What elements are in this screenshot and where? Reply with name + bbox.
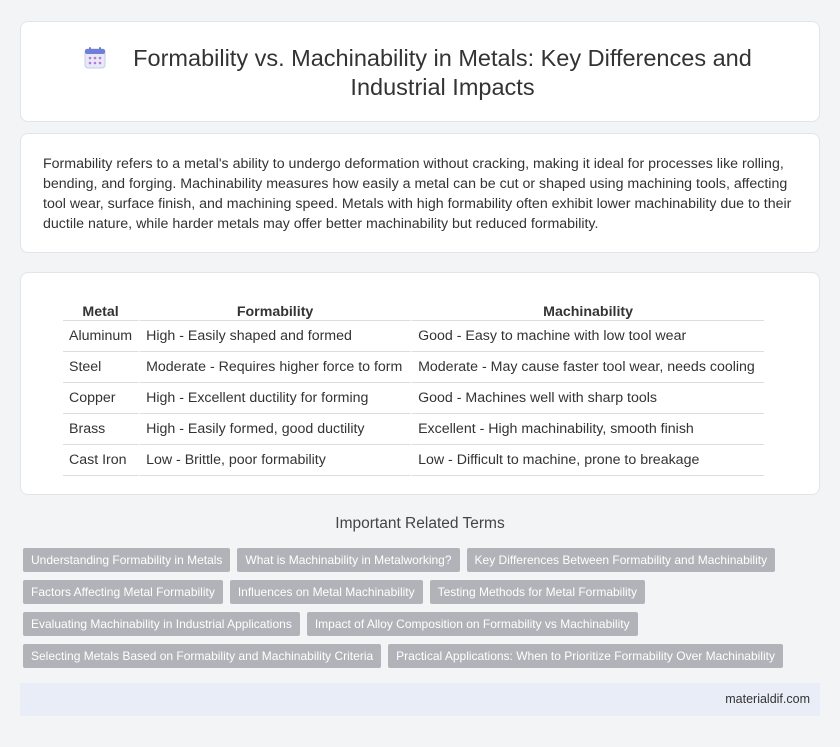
related-term-link[interactable]: Key Differences Between Formability and Machinability: [467, 548, 776, 572]
related-term-link[interactable]: Testing Methods for Metal Formability: [430, 580, 645, 604]
table-row: [63, 414, 764, 445]
related-terms-list: [23, 548, 783, 676]
table-cell: Moderate - Requires higher force to form: [140, 352, 412, 383]
footer: [20, 683, 820, 716]
related-term-link[interactable]: What is Machinability in Metalworking?: [237, 548, 459, 572]
table-cell: Aluminum: [63, 321, 140, 352]
related-terms-heading: Important Related Terms: [335, 515, 505, 532]
table-row: [63, 445, 764, 476]
page-title: Formability vs. Machinability in Metals: Key Differences and Industrial Impacts: [133, 45, 752, 100]
comparison-table: [63, 298, 764, 476]
table-header-row: [63, 298, 764, 321]
table-cell: Cast Iron: [63, 445, 140, 476]
site-name[interactable]: materialdif.com: [725, 692, 810, 706]
related-term-link[interactable]: Factors Affecting Metal Formability: [23, 580, 223, 604]
table-card: [20, 272, 820, 495]
column-header: Machinability: [412, 298, 764, 321]
table-cell: Low - Difficult to machine, prone to breakage: [412, 445, 764, 476]
table-row: [63, 321, 764, 352]
related-term-link[interactable]: Impact of Alloy Composition on Formability vs Machinability: [307, 612, 638, 636]
table-cell: Steel: [63, 352, 140, 383]
intro-paragraph: Formability refers to a metal's ability to undergo deformation without cracking, making it ideal for processes like rolling, bending, and forging. Machinability measures how easily a metal can be cut or shaped using machining tools, affecting tool wear, surface finish, and machining speed. Metals with high formability often exhibit lower machinability due to their ductile nature, while harder metals may offer better machinability but reduced formability.: [43, 156, 792, 232]
table-cell: Moderate - May cause faster tool wear, needs cooling: [412, 352, 764, 383]
table-row: [63, 383, 764, 414]
related-term-link[interactable]: Practical Applications: When to Prioritize Formability Over Machinability: [388, 644, 783, 668]
related-term-link[interactable]: Understanding Formability in Metals: [23, 548, 230, 572]
related-term-link[interactable]: Selecting Metals Based on Formability and Machinability Criteria: [23, 644, 381, 668]
column-header: Formability: [140, 298, 412, 321]
table-cell: High - Easily shaped and formed: [140, 321, 412, 352]
column-header: Metal: [63, 298, 140, 321]
related-term-link[interactable]: Influences on Metal Machinability: [230, 580, 423, 604]
table-cell: High - Easily formed, good ductility: [140, 414, 412, 445]
related-term-link[interactable]: Evaluating Machinability in Industrial Applications: [23, 612, 300, 636]
table-cell: Brass: [63, 414, 140, 445]
table-row: [63, 352, 764, 383]
intro-card: [20, 133, 820, 253]
table-cell: Good - Machines well with sharp tools: [412, 383, 764, 414]
table-cell: High - Excellent ductility for forming: [140, 383, 412, 414]
table-cell: Excellent - High machinability, smooth finish: [412, 414, 764, 445]
title-card: [20, 21, 820, 122]
table-cell: Good - Easy to machine with low tool wear: [412, 321, 764, 352]
table-cell: Copper: [63, 383, 140, 414]
table-cell: Low - Brittle, poor formability: [140, 445, 412, 476]
